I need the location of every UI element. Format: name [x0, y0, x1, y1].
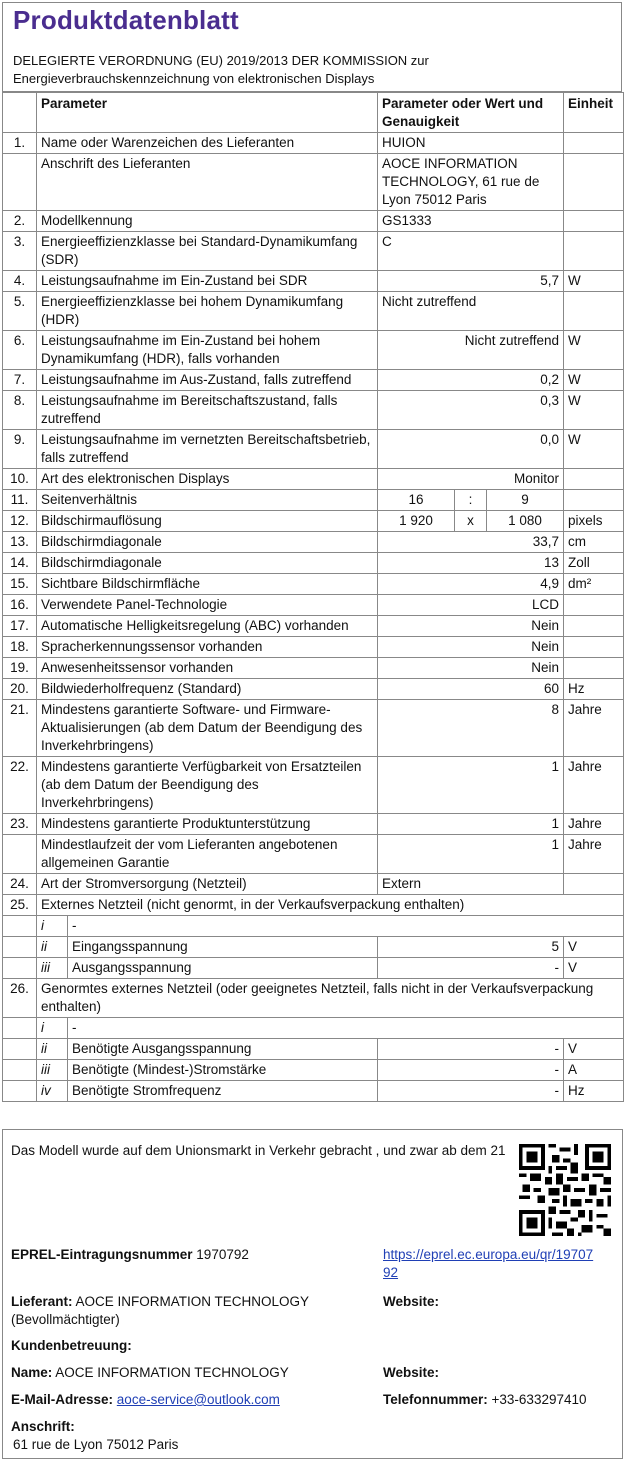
row-number: 18.	[3, 637, 37, 658]
row-parameter: Bildschirmdiagonale	[37, 532, 378, 553]
row-parameter: Mindestens garantierte Verfügbarkeit von Ersatzteilen (ab dem Datum der Beendigung des Inverkehrbringens)	[37, 757, 378, 814]
row-value: C	[378, 232, 564, 271]
row-number: 1.	[3, 133, 37, 154]
row-unit	[564, 232, 624, 271]
table-row	[3, 1081, 624, 1102]
row-unit: W	[564, 391, 624, 430]
table-row	[3, 154, 624, 211]
row-number: 20.	[3, 679, 37, 700]
row-number: 21.	[3, 700, 37, 757]
row-parameter: Mindestens garantierte Produktunterstützung	[37, 814, 378, 835]
website-label-supplier: Website:	[383, 1294, 440, 1309]
eprel-label: EPREL-Eintragungsnummer	[11, 1247, 193, 1262]
row-parameter: Art des elektronischen Displays	[37, 469, 378, 490]
table-row	[3, 490, 624, 511]
row-sub-index: iii	[37, 1060, 68, 1081]
row-sub-index: ii	[37, 1039, 68, 1060]
table-row	[3, 658, 624, 679]
row-number: 19.	[3, 658, 37, 679]
table-row	[3, 595, 624, 616]
table-row	[3, 511, 624, 532]
row-value-separator: x	[455, 511, 487, 532]
table-row	[3, 757, 624, 814]
row-unit: V	[564, 937, 624, 958]
row-number	[3, 154, 37, 211]
table-row	[3, 532, 624, 553]
table-row	[3, 331, 624, 370]
supplier-info-box	[2, 1129, 623, 1459]
row-number: 9.	[3, 430, 37, 469]
row-unit: Jahre	[564, 814, 624, 835]
row-unit	[564, 637, 624, 658]
row-parameter: Verwendete Panel-Technologie	[37, 595, 378, 616]
table-row	[3, 874, 624, 895]
row-parameter: Mindestlaufzeit der vom Lieferanten angebotenen allgemeinen Garantie	[37, 835, 378, 874]
row-unit	[564, 292, 624, 331]
support-name-line	[11, 1364, 289, 1382]
row-parameter: Anwesenheitssensor vorhanden	[37, 658, 378, 679]
column-header-value: Parameter oder Wert und Genauigkeit	[378, 93, 564, 133]
website-label-support: Website:	[383, 1365, 440, 1380]
row-number: 15.	[3, 574, 37, 595]
table-row	[3, 574, 624, 595]
row-unit	[564, 154, 624, 211]
phone-line	[383, 1391, 587, 1409]
row-parameter: Spracherkennungssensor vorhanden	[37, 637, 378, 658]
email-label: E-Mail-Adresse:	[11, 1392, 114, 1407]
row-unit: Hz	[564, 679, 624, 700]
row-number	[3, 937, 37, 958]
column-header-unit: Einheit	[564, 93, 624, 133]
row-unit: pixels	[564, 511, 624, 532]
row-value: Nicht zutreffend	[378, 292, 564, 331]
address-value: 61 rue de Lyon 75012 Paris	[13, 1437, 179, 1452]
row-unit	[564, 874, 624, 895]
table-row	[3, 679, 624, 700]
supplier-value: AOCE INFORMATION TECHNOLOGY (Bevollmächtigter)	[11, 1294, 309, 1327]
row-unit: Hz	[564, 1081, 624, 1102]
row-parameter: Sichtbare Bildschirmfläche	[37, 574, 378, 595]
row-value: 8	[378, 700, 564, 757]
row-sub-index: i	[37, 1018, 68, 1039]
row-parameter: Energieeffizienzklasse bei Standard-Dynamikumfang (SDR)	[37, 232, 378, 271]
table-row	[3, 1018, 624, 1039]
row-unit	[564, 595, 624, 616]
table-row	[3, 979, 624, 1018]
row-number: 24.	[3, 874, 37, 895]
table-row	[3, 391, 624, 430]
column-header-parameter: Parameter	[37, 93, 378, 133]
row-sub-index: iv	[37, 1081, 68, 1102]
row-number: 22.	[3, 757, 37, 814]
address-label: Anschrift:	[11, 1419, 75, 1434]
row-number	[3, 1060, 37, 1081]
row-parameter: Bildschirmauflösung	[37, 511, 378, 532]
name-label: Name:	[11, 1365, 53, 1380]
row-unit: W	[564, 430, 624, 469]
row-value-right: 9	[487, 490, 564, 511]
qr-code-icon[interactable]	[519, 1144, 611, 1236]
row-unit	[564, 658, 624, 679]
row-unit: dm²	[564, 574, 624, 595]
table-row	[3, 430, 624, 469]
row-value: -	[378, 1060, 564, 1081]
row-number	[3, 835, 37, 874]
product-data-table	[2, 92, 624, 1102]
customer-support-label: Kundenbetreuung:	[11, 1338, 132, 1353]
table-row	[3, 370, 624, 391]
row-unit: V	[564, 958, 624, 979]
table-row	[3, 916, 624, 937]
row-parameter: Bildschirmdiagonale	[37, 553, 378, 574]
header-box	[2, 2, 622, 92]
row-parameter: Leistungsaufnahme im Ein-Zustand bei SDR	[37, 271, 378, 292]
eprel-link[interactable]: https://eprel.ec.europa.eu/qr/1970792	[383, 1247, 594, 1280]
table-header-row	[3, 93, 624, 133]
table-row	[3, 616, 624, 637]
table-row	[3, 937, 624, 958]
row-value: -	[378, 1039, 564, 1060]
row-value: Nein	[378, 616, 564, 637]
supplier-label: Lieferant:	[11, 1294, 73, 1309]
row-value: LCD	[378, 595, 564, 616]
row-unit	[564, 616, 624, 637]
row-number: 3.	[3, 232, 37, 271]
row-value: 0,3	[378, 391, 564, 430]
row-value: 33,7	[378, 532, 564, 553]
row-value: 1	[378, 835, 564, 874]
row-parameter: Bildwiederholfrequenz (Standard)	[37, 679, 378, 700]
row-value-left: 1 920	[378, 511, 455, 532]
row-parameter: Seitenverhältnis	[37, 490, 378, 511]
row-unit: A	[564, 1060, 624, 1081]
row-parameter: Art der Stromversorgung (Netzteil)	[37, 874, 378, 895]
row-number	[3, 1018, 37, 1039]
row-unit: Jahre	[564, 700, 624, 757]
row-value: 0,0	[378, 430, 564, 469]
table-row	[3, 835, 624, 874]
row-value: Monitor	[378, 469, 564, 490]
row-sub-index: iii	[37, 958, 68, 979]
row-number	[3, 958, 37, 979]
row-unit	[564, 211, 624, 232]
name-value: AOCE INFORMATION TECHNOLOGY	[55, 1365, 289, 1380]
row-value: Nicht zutreffend	[378, 331, 564, 370]
table-row	[3, 232, 624, 271]
row-value: 1	[378, 757, 564, 814]
row-number: 14.	[3, 553, 37, 574]
row-value-right: 1 080	[487, 511, 564, 532]
table-row	[3, 700, 624, 757]
row-value: Extern	[378, 874, 564, 895]
row-sub-index: i	[37, 916, 68, 937]
row-number: 11.	[3, 490, 37, 511]
row-parameter: Eingangsspannung	[68, 937, 378, 958]
row-value: HUION	[378, 133, 564, 154]
row-value: GS1333	[378, 211, 564, 232]
row-number: 2.	[3, 211, 37, 232]
row-parameter: Ausgangsspannung	[68, 958, 378, 979]
table-row	[3, 469, 624, 490]
row-parameter: Mindestens garantierte Software- und Firmware-Aktualisierungen (ab dem Datum der Beendigung des Inverkehrbringens)	[37, 700, 378, 757]
row-value: 0,2	[378, 370, 564, 391]
row-number: 17.	[3, 616, 37, 637]
row-number: 5.	[3, 292, 37, 331]
row-parameter: Automatische Helligkeitsregelung (ABC) vorhanden	[37, 616, 378, 637]
table-row	[3, 814, 624, 835]
table-row	[3, 292, 624, 331]
row-number: 26.	[3, 979, 37, 1018]
regulation-subtitle	[13, 52, 613, 88]
table-row	[3, 637, 624, 658]
row-number: 6.	[3, 331, 37, 370]
row-value-left: 16	[378, 490, 455, 511]
row-unit: W	[564, 370, 624, 391]
row-unit: cm	[564, 532, 624, 553]
table-row	[3, 133, 624, 154]
row-number: 13.	[3, 532, 37, 553]
row-value: AOCE INFORMATION TECHNOLOGY, 61 rue de Lyon 75012 Paris	[378, 154, 564, 211]
row-parameter: Leistungsaufnahme im Aus-Zustand, falls zutreffend	[37, 370, 378, 391]
row-value: Nein	[378, 637, 564, 658]
row-number: 8.	[3, 391, 37, 430]
table-row	[3, 958, 624, 979]
row-value: 5,7	[378, 271, 564, 292]
page-title: Produktdatenblatt	[13, 5, 239, 35]
row-parameter: Externes Netzteil (nicht genormt, in der Verkaufsverpackung enthalten)	[37, 895, 624, 916]
row-parameter: Benötigte (Mindest-)Stromstärke	[68, 1060, 378, 1081]
row-unit	[564, 469, 624, 490]
row-unit: Zoll	[564, 553, 624, 574]
email-line	[11, 1391, 280, 1409]
row-parameter: Genormtes externes Netzteil (oder geeignetes Netzteil, falls nicht in der Verkaufsverpackung enthalten)	[37, 979, 624, 1018]
table-row	[3, 895, 624, 916]
subtitle-line-2: Energieverbrauchskennzeichnung von elektronischen Displays	[13, 71, 375, 86]
row-unit	[564, 490, 624, 511]
row-number: 16.	[3, 595, 37, 616]
row-parameter: Leistungsaufnahme im Ein-Zustand bei hohem Dynamikumfang (HDR), falls vorhanden	[37, 331, 378, 370]
phone-label: Telefonnummer:	[383, 1392, 488, 1407]
row-value-separator: :	[455, 490, 487, 511]
market-date-text: Das Modell wurde auf dem Unionsmarkt in Verkehr gebracht , und zwar ab dem 21	[11, 1143, 506, 1158]
row-parameter: -	[68, 916, 624, 937]
row-unit: W	[564, 331, 624, 370]
eprel-number	[11, 1246, 249, 1264]
row-parameter: Leistungsaufnahme im vernetzten Bereitschaftsbetrieb, falls zutreffend	[37, 430, 378, 469]
row-parameter: Benötigte Stromfrequenz	[68, 1081, 378, 1102]
subtitle-line-1: DELEGIERTE VERORDNUNG (EU) 2019/2013 DER KOMMISSION zur	[13, 53, 429, 68]
row-parameter: Benötigte Ausgangsspannung	[68, 1039, 378, 1060]
row-number: 12.	[3, 511, 37, 532]
row-number	[3, 1039, 37, 1060]
row-value: Nein	[378, 658, 564, 679]
phone-value: +33-633297410	[491, 1392, 587, 1407]
row-unit: Jahre	[564, 757, 624, 814]
row-number	[3, 1081, 37, 1102]
row-unit: V	[564, 1039, 624, 1060]
row-value: 60	[378, 679, 564, 700]
row-number: 4.	[3, 271, 37, 292]
row-value: 5	[378, 937, 564, 958]
table-row	[3, 1039, 624, 1060]
row-unit: Jahre	[564, 835, 624, 874]
row-unit: W	[564, 271, 624, 292]
row-number: 7.	[3, 370, 37, 391]
row-parameter: Name oder Warenzeichen des Lieferanten	[37, 133, 378, 154]
row-value: 4,9	[378, 574, 564, 595]
row-parameter: Anschrift des Lieferanten	[37, 154, 378, 211]
table-row	[3, 553, 624, 574]
row-value: -	[378, 958, 564, 979]
eprel-value: 1970792	[196, 1247, 249, 1262]
supplier-line	[11, 1293, 366, 1329]
row-value: -	[378, 1081, 564, 1102]
row-number: 23.	[3, 814, 37, 835]
table-row	[3, 1060, 624, 1081]
row-value: 1	[378, 814, 564, 835]
row-parameter: Energieeffizienzklasse bei hohem Dynamikumfang (HDR)	[37, 292, 378, 331]
row-parameter: Modellkennung	[37, 211, 378, 232]
row-parameter: -	[68, 1018, 624, 1039]
row-number	[3, 916, 37, 937]
table-row	[3, 211, 624, 232]
row-value: 13	[378, 553, 564, 574]
row-parameter: Leistungsaufnahme im Bereitschaftszustand, falls zutreffend	[37, 391, 378, 430]
email-link[interactable]: aoce-service@outlook.com	[116, 1392, 280, 1407]
row-sub-index: ii	[37, 937, 68, 958]
row-number: 10.	[3, 469, 37, 490]
table-row	[3, 271, 624, 292]
row-number: 25.	[3, 895, 37, 916]
row-unit	[564, 133, 624, 154]
